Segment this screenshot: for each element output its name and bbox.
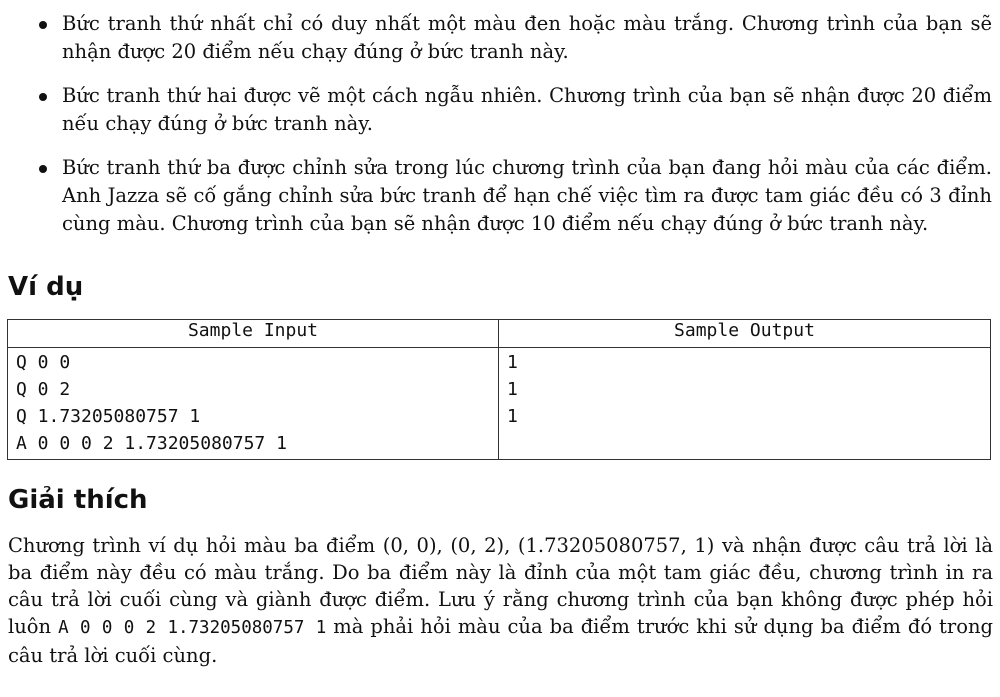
explanation-text: Chương trình ví dụ hỏi màu ba điểm (0, 0), (0, 2), (1.73205080757, 1) và nhận được câu trả lời là ba điểm này đều có màu trắng. Do ba điểm này là đỉnh của một tam giác đều, chương trình in ra câu trả lời cuối cùng và giành được điểm. Lưu ý rằng chương trình của bạn không được phép hỏi luôn (8, 534, 993, 638)
table-row (8, 348, 991, 460)
explanation-code: A 0 0 0 2 1.73205080757 1 (58, 618, 327, 638)
sample-output-line: 1 (507, 379, 518, 400)
bullet-icon (39, 165, 47, 173)
explanation-heading: Giải thích (8, 485, 148, 515)
example-heading: Ví dụ (8, 272, 84, 302)
sample-output-cell (499, 348, 991, 460)
sample-input-cell (8, 348, 499, 460)
sample-output-line: 1 (507, 406, 518, 427)
sample-table (7, 319, 991, 460)
list-item (0, 154, 1000, 238)
explanation-paragraph (8, 532, 993, 669)
list-item (0, 82, 1000, 138)
bullet-icon (39, 93, 47, 101)
list-item-text: Bức tranh thứ nhất chỉ có duy nhất một màu đen hoặc màu trắng. Chương trình của bạn sẽ nhận được 20 điểm nếu chạy đúng ở bức tranh này. (62, 12, 992, 63)
sample-input-line: A 0 0 0 2 1.73205080757 1 (16, 433, 287, 454)
sample-input-line: Q 1.73205080757 1 (16, 406, 201, 427)
list-item (0, 10, 1000, 66)
list-item-text: Bức tranh thứ hai được vẽ một cách ngẫu nhiên. Chương trình của bạn sẽ nhận được 20 điểm nếu chạy đúng ở bức tranh này. (62, 84, 992, 135)
table-header-row (8, 320, 991, 348)
list-item-text: Bức tranh thứ ba được chỉnh sửa trong lúc chương trình của bạn đang hỏi màu của các điểm. Anh Jazza sẽ cố gắng chỉnh sửa bức tranh để hạn chế việc tìm ra được tam giác đều có 3 đỉnh cùng màu. Chương trình của bạn sẽ nhận được 10 điểm nếu chạy đúng ở bức tranh này. (62, 156, 992, 235)
bullet-icon (39, 21, 47, 29)
sample-input-header: Sample Input (8, 320, 499, 348)
scoring-list (0, 10, 1000, 254)
sample-input-line: Q 0 0 (16, 352, 71, 373)
sample-output-line: 1 (507, 352, 518, 373)
explanation-text: mà phải hỏi màu của ba điểm trước khi sử dụng ba điểm đó trong câu trả lời cuối cùng. (8, 615, 993, 667)
sample-output-header: Sample Output (499, 320, 991, 348)
sample-input-line: Q 0 2 (16, 379, 71, 400)
